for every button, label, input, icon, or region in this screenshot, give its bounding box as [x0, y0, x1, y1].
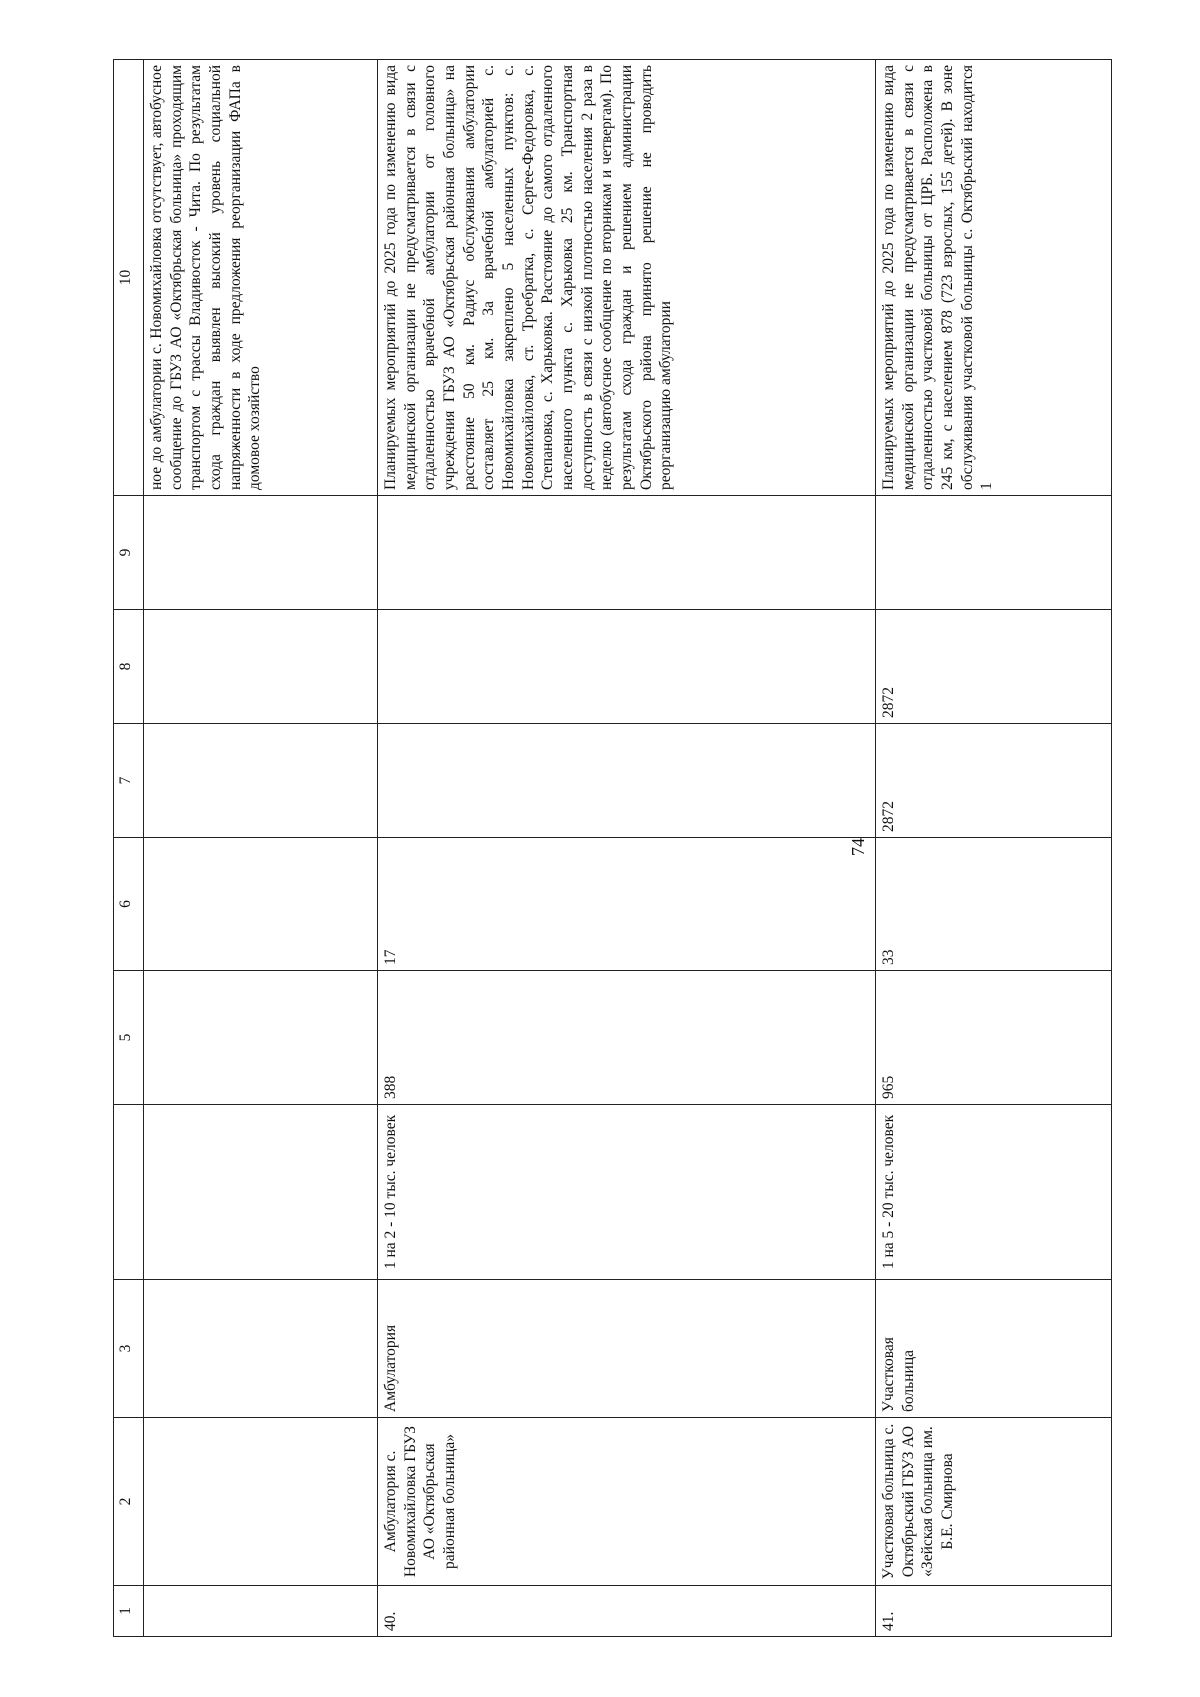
row-number: 40.: [378, 1586, 876, 1637]
facility-type: Участковая больница: [876, 1280, 1112, 1418]
value-cell: 2872: [876, 724, 1112, 838]
row-number: 41.: [876, 1586, 1112, 1637]
header-cell: 9: [114, 496, 144, 610]
cell: [144, 1105, 378, 1280]
cell: [144, 1586, 378, 1637]
cell: [144, 971, 378, 1105]
notes-cell: ное до амбулатории с. Новомихайловка отсутствует, автобусное сообщение до ГБУЗ АО «Октябрьская больница» проходящим транспортом с трассы Владивосток - Чита. По результатам схода граждан выявлен высокий уровень социальной напряженности в ходе предложения реорганизации ФАПа в домовое хозяйство: [144, 60, 378, 496]
header-cell: 10: [114, 60, 144, 496]
norm-cell: 1 на 5 - 20 тыс. человек: [876, 1105, 1112, 1280]
value-cell: [378, 724, 876, 838]
value-cell: 17: [378, 838, 876, 971]
value-cell: [378, 496, 876, 610]
norm-cell: 1 на 2 - 10 тыс. человек: [378, 1105, 876, 1280]
table-row: [378, 60, 876, 1637]
value-cell: [378, 610, 876, 724]
value-cell: 388: [378, 971, 876, 1105]
facility-name: Участковая больница с. Октябрьский ГБУЗ АО «Зейская больница им. Б.Е. Смирнова: [876, 1418, 1112, 1586]
value-cell: 33: [876, 838, 1112, 971]
cell: [144, 838, 378, 971]
header-cell: 1: [114, 1586, 144, 1637]
header-cell: 3: [114, 1280, 144, 1418]
value-cell: 965: [876, 971, 1112, 1105]
page-number: 74: [848, 838, 868, 856]
table-row-continuation: [144, 60, 378, 1637]
facility-name: Амбулатория с. Новомихайловка ГБУЗ АО «Октябрьская районная больница»: [378, 1418, 876, 1586]
table-row: [876, 60, 1112, 1637]
value-cell: 2872: [876, 610, 1112, 724]
facility-type: Амбулатория: [378, 1280, 876, 1418]
cell: [144, 1280, 378, 1418]
hospital-table: [113, 59, 1112, 1637]
cell: [144, 1418, 378, 1586]
header-cell: 8: [114, 610, 144, 724]
cell: [144, 610, 378, 724]
header-cell: [114, 1105, 144, 1280]
cell: [144, 496, 378, 610]
cell: [144, 724, 378, 838]
value-cell: [876, 496, 1112, 610]
header-cell: 2: [114, 1418, 144, 1586]
header-row: [114, 60, 144, 1637]
notes-cell: Планируемых мероприятий до 2025 года по изменению вида медицинской организации не предусматривается в связи с отдаленностью врачебной амбулатории от головного учреждения ГБУЗ АО «Октябрьская районная больница» на расстояние 50 км. Радиус обслуживания амбулатории составляет 25 км. За врачебной амбулаторией с. Новомихайловка закреплено 5 населенных пунктов: с. Новомихайловка, ст. Троебратка, с. Сергее-Федоровка, с. Степановка, с. Харьковка. Расстояние до самого отдаленного населенного пункта с. Харьковка 25 км. Транспортная доступность в связи с низкой плотностью населения 2 раза в неделю (автобусное сообщение по вторникам и четвергам). По результатам схода граждан и решением администрации Октябрьского района принято решение не проводить реорганизацию амбулатории: [378, 60, 876, 496]
header-cell: 5: [114, 971, 144, 1105]
header-cell: 7: [114, 724, 144, 838]
notes-cell: Планируемых мероприятий до 2025 года по изменению вида медицинской организации не предусматривается в связи с отдаленностью участковой больницы от ЦРБ. Расположена в 245 км, с населением 878 (723 взрослых, 155 детей). В зоне обслуживания участковой больницы с. Октябрьский находится 1: [876, 60, 1112, 496]
header-cell: 6: [114, 838, 144, 971]
